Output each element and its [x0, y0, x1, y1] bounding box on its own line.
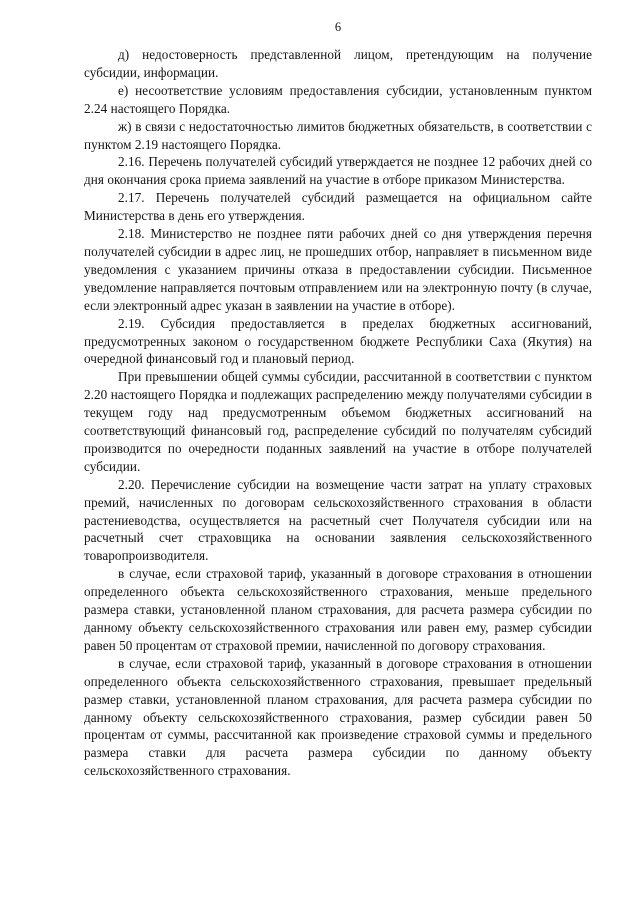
paragraph-tariff-below-limit: в случае, если страховой тариф, указанный в договоре страхования в отношении определенного объекта сельскохозяйственного страхования, меньше предельного размера ставки, установленной планом страхования, для расчета размера субсидии по данному объекту сельскохозяйственного страхования или равен ему, размер субсидии равен 50 процентам от страховой премии, начисленной по договору страхования.	[84, 566, 592, 653]
paragraph-2-16: 2.16. Перечень получателей субсидий утверждается не позднее 12 рабочих дней со дня окончания срока приема заявлений на участие в отборе приказом Министерства.	[84, 154, 592, 188]
paragraph-2-18: 2.18. Министерство не позднее пяти рабочих дней со дня утверждения перечня получателей субсидии в адрес лиц, не прошедших отбор, направляет в письменном виде уведомления с указанием причины отказа в предоставлении субсидии. Письменное уведомление направляется почтовым отправлением или на электронную почту (в случае, если электронный адрес указан в заявлении на участие в отборе).	[84, 226, 592, 313]
paragraph-item-zh: ж) в связи с недостаточностью лимитов бюджетных обязательств, в соответствии с пунктом 2.19 настоящего Порядка.	[84, 118, 592, 152]
paragraph-item-e: е) несоответствие условиям предоставления субсидии, установленным пунктом 2.24 настоящего Порядка.	[84, 82, 592, 116]
paragraph-2-19-distribution: При превышении общей суммы субсидии, рассчитанной в соответствии с пунктом 2.20 настоящего Порядка и подлежащих распределению между получателями субсидии в текущем году над предусмотренным объемом бюджетных ассигнований на соответствующий финансовый год, распределение субсидий по получателям субсидий производится по очередности поданных заявлений на участие в отборе получателей субсидии.	[84, 369, 592, 474]
paragraph-2-19: 2.19. Субсидия предоставляется в пределах бюджетных ассигнований, предусмотренных законом о государственном бюджете Республики Саха (Якутия) на очередной финансовый год и плановый период.	[84, 315, 592, 367]
paragraph-2-17: 2.17. Перечень получателей субсидий размещается на официальном сайте Министерства в день его утверждения.	[84, 190, 592, 224]
page-number: 6	[334, 20, 342, 34]
paragraph-tariff-above-limit: в случае, если страховой тариф, указанный в договоре страхования в отношении определенного объекта сельскохозяйственного страхования, превышает предельный размер ставки, установленной планом страхования, для расчета размера субсидии по данному объекту сельскохозяйственного страхования, размер субсидии равен 50 процентам от суммы, рассчитанной как произведение страховой суммы и предельного размера ставки для расчета размера субсидии по данному объекту сельскохозяйственного страхования.	[84, 655, 592, 779]
paragraph-item-d: д) недостоверность представленной лицом, претендующим на получение субсидии, информации.	[84, 47, 592, 80]
paragraph-2-20: 2.20. Перечисление субсидии на возмещение части затрат на уплату страховых премий, начисленных по договорам сельскохозяйственного страхования в области растениеводства, осуществляется на расчетный счет Получателя субсидии или на расчетный счет страховщика на основании заявления сельскохозяйственного товаропроизводителя.	[84, 476, 592, 564]
